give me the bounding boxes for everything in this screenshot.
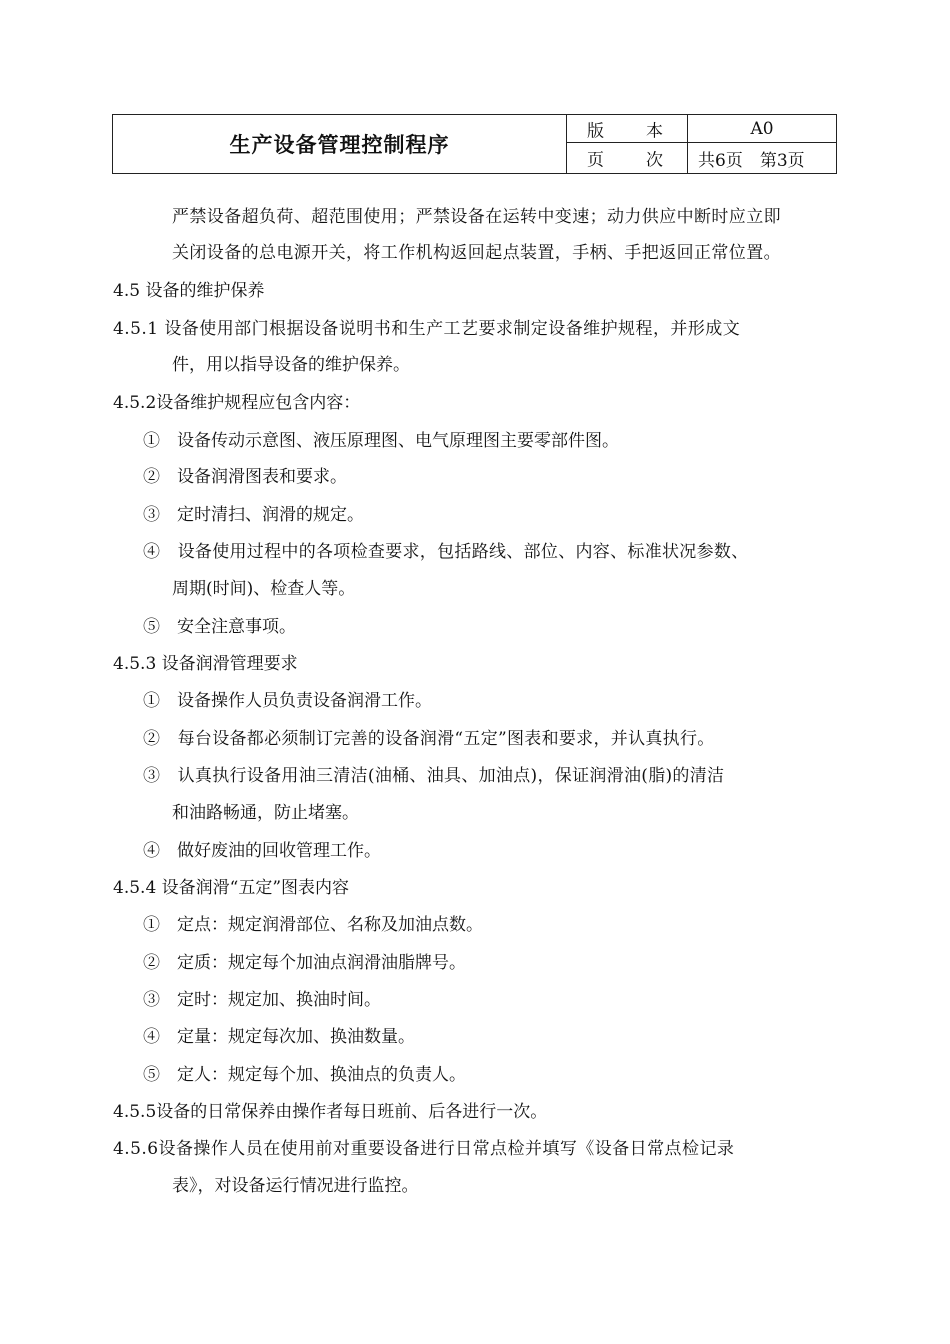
list-item-continuation: 和油路畅通，防止堵塞。	[172, 803, 359, 823]
list-item: ② 定质：规定每个加油点润滑油脂牌号。	[143, 953, 466, 973]
list-item: ③ 认真执行设备用油三清洁(油桶、油具、加油点)，保证润滑油(脂)的清洁	[143, 766, 725, 786]
document-header-table	[112, 114, 837, 174]
version-label-char-2: 本	[646, 121, 663, 142]
list-item: ① 定点：规定润滑部位、名称及加油点数。	[143, 915, 483, 935]
list-item: ② 设备润滑图表和要求。	[143, 467, 347, 487]
list-item: ② 每台设备都必须制订完善的设备润滑“五定”图表和要求，并认真执行。	[143, 729, 715, 749]
clause-4-5-1: 4.5.1 设备使用部门根据设备说明书和生产工艺要求制定设备维护规程，并形成文	[113, 319, 741, 339]
clause-4-5-5: 4.5.5设备的日常保养由操作者每日班前、后各进行一次。	[113, 1102, 548, 1122]
list-item: ④ 做好废油的回收管理工作。	[143, 841, 381, 861]
page-label	[567, 143, 688, 174]
paragraph-line: 表》，对设备运行情况进行监控。	[172, 1176, 419, 1196]
clause-4-5-3: 4.5.3 设备润滑管理要求	[113, 654, 298, 674]
list-item: ③ 定时清扫、润滑的规定。	[143, 505, 364, 525]
clause-4-5-6: 4.5.6设备操作人员在使用前对重要设备进行日常点检并填写《设备日常点检记录	[113, 1139, 735, 1159]
document-title: 生产设备管理控制程序	[113, 115, 567, 174]
list-item-continuation: 周期(时间)、检查人等。	[172, 579, 356, 599]
list-item: ① 设备操作人员负责设备润滑工作。	[143, 691, 432, 711]
list-item: ⑤ 安全注意事项。	[143, 617, 296, 637]
list-item: ① 设备传动示意图、液压原理图、电气原理图主要零部件图。	[143, 431, 619, 451]
clause-4-5-2: 4.5.2设备维护规程应包含内容：	[113, 393, 361, 413]
list-item: ④ 设备使用过程中的各项检查要求，包括路线、部位、内容、标准状况参数、	[143, 542, 749, 562]
paragraph-line: 件，用以指导设备的维护保养。	[172, 355, 410, 375]
version-label	[567, 115, 688, 143]
clause-4-5-4: 4.5.4 设备润滑“五定”图表内容	[113, 878, 350, 898]
paragraph-line: 关闭设备的总电源开关，将工作机构返回起点装置，手柄、手把返回正常位置。	[172, 243, 781, 263]
version-label-char-1: 版	[587, 121, 604, 142]
list-item: ③ 定时：规定加、换油时间。	[143, 990, 381, 1010]
list-item: ⑤ 定人：规定每个加、换油点的负责人。	[143, 1065, 466, 1085]
section-heading-4-5: 4.5 设备的维护保养	[113, 281, 265, 301]
paragraph-line: 严禁设备超负荷、超范围使用；严禁设备在运转中变速；动力供应中断时应立即	[172, 207, 781, 227]
page-label-char-2: 次	[646, 150, 663, 171]
page-count-value: 共6页 第3页	[688, 143, 837, 174]
version-value: A0	[688, 115, 837, 143]
list-item: ④ 定量：规定每次加、换油数量。	[143, 1027, 415, 1047]
page-label-char-1: 页	[587, 150, 604, 171]
